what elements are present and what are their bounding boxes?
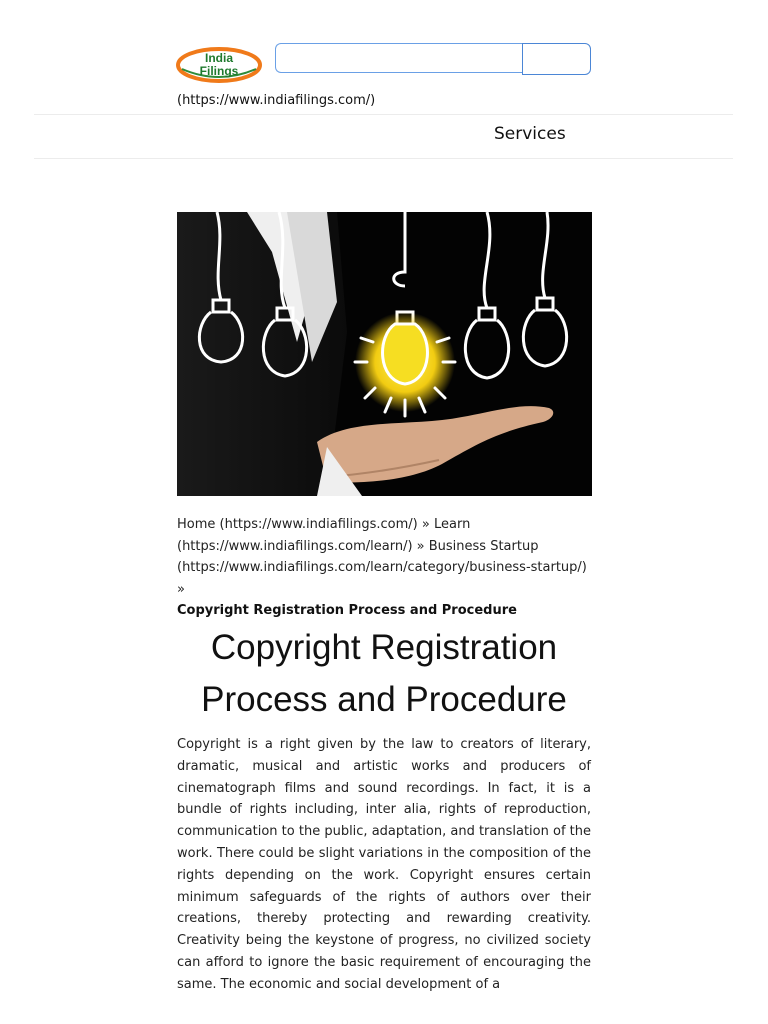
breadcrumb-separator: »: [412, 538, 429, 554]
breadcrumb-home[interactable]: Home (https://www.indiafilings.com/): [177, 517, 418, 532]
lightbulb-hand-icon: [177, 212, 592, 496]
breadcrumb: [177, 514, 597, 622]
nav-divider-bottom: [34, 158, 733, 159]
search-input[interactable]: [275, 43, 523, 73]
article-body: Copyright is a right given by the law to creators of literary, dramatic, musical and artistic works and producers of cinematograph films and sound recordings. In fact, it is a bundle of rights including, inter alia, rights of reproduction, communication to the public, adaptation, and translation of the work. There could be slight variations in the composition of the rights depending on the work. Copyright ensures certain minimum safeguards of the rights of authors over their creations, thereby protecting and rewarding creativity. Creativity being the keystone of progress, no civilized society can afford to ignore the basic requirement of encouraging the same. The economic and social development of a: [177, 737, 591, 992]
breadcrumb-separator: »: [177, 581, 185, 597]
logo-text-india: India: [204, 51, 234, 65]
nav-divider-top: [34, 114, 733, 115]
nav-services-link[interactable]: Services: [494, 124, 566, 144]
breadcrumb-current: Copyright Registration Process and Procedure: [177, 603, 517, 618]
home-url-link[interactable]: (https://www.indiafilings.com/): [177, 93, 376, 108]
logo-text-filings: Filings: [199, 64, 239, 78]
search-bar: [275, 43, 591, 75]
search-button[interactable]: [522, 43, 591, 75]
breadcrumb-category[interactable]: Business Startup (https://www.indiafilings.com/learn/category/business-startup/): [177, 538, 587, 575]
page-title: Copyright Registration Process and Procedure: [201, 628, 567, 719]
breadcrumb-learn[interactable]: Learn (https://www.indiafilings.com/learn/): [177, 517, 471, 554]
hero-image: [177, 212, 592, 496]
breadcrumb-separator: »: [417, 517, 434, 532]
india-filings-logo[interactable]: [176, 47, 262, 83]
